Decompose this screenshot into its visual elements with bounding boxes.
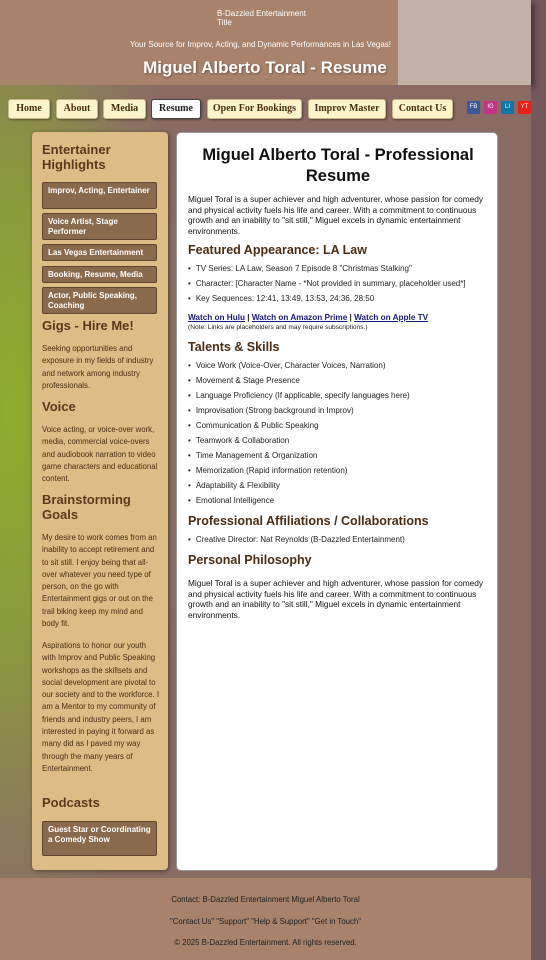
list-item: • Improvisation (Strong background in Improv) (188, 406, 354, 415)
intro-text: Miguel Toral is a super achiever and high adventurer, whose passion for comedy and physical activity fuels his life and career. With a commitment to continuous growth and an inability to "sit still," Miguel excels in dynamic entertainment environments. (188, 194, 484, 236)
link-separator: | (247, 313, 250, 322)
list-item: • Time Management & Organization (188, 451, 317, 460)
page-title: Miguel Alberto Toral - Professional Resume (202, 146, 474, 185)
nav-home[interactable]: Home (8, 99, 50, 119)
voice-text: Voice acting, or voice-over work, media, commercial voice-overs and audiobook narration to video game characters and educational content. (42, 425, 158, 484)
highlight-improv-acting[interactable]: Improv, Acting, Entertainer (42, 182, 157, 209)
list-item: • TV Series: LA Law, Season 7 Episode 8 "Christmas Stalking" (188, 264, 412, 273)
nav-open-for-bookings[interactable]: Open For Bookings (207, 99, 302, 119)
list-item: • Memorization (Rapid information retention) (188, 466, 347, 475)
footer-contact: Contact: B-Dazzled Entertainment Miguel Alberto Toral (171, 895, 360, 904)
linkedin-icon[interactable]: LI (501, 101, 514, 114)
watch-amazon-link[interactable]: Watch on Amazon Prime (251, 313, 348, 322)
list-item: • Voice Work (Voice-Over, Character Voices, Narration) (188, 361, 386, 370)
logo-subtext: Title (217, 18, 232, 27)
footer-links[interactable]: "Contact Us" "Support" "Help & Support" "Get in Touch" (169, 917, 362, 926)
list-item: • Teamwork & Collaboration (188, 436, 289, 445)
list-item: • Key Sequences: 12:41, 13:49, 13:53, 24:36, 28:50 (188, 294, 374, 303)
sidebar (32, 132, 168, 870)
nav-about[interactable]: About (56, 99, 98, 119)
affiliations-heading: Professional Affiliations / Collaborations (188, 514, 429, 528)
list-item: • Creative Director: Nat Reynolds (B-Dazzled Entertainment) (188, 535, 405, 544)
highlight-actor-coaching[interactable]: Actor, Public Speaking, Coaching (42, 287, 157, 314)
gigs-title: Gigs - Hire Me! (42, 318, 134, 333)
podcasts-title: Podcasts (42, 795, 100, 810)
watch-apple-link[interactable]: Watch on Apple TV (354, 313, 429, 322)
featured-heading: Featured Appearance: LA Law (188, 243, 367, 257)
watch-hulu-link[interactable]: Watch on Hulu (188, 313, 246, 322)
highlight-booking[interactable]: Booking, Resume, Media (42, 266, 157, 283)
link-separator: | (349, 313, 352, 322)
nav-resume[interactable]: Resume (151, 99, 201, 119)
list-item: • Communication & Public Speaking (188, 421, 319, 430)
site-footer (0, 878, 531, 960)
voice-title: Voice (42, 399, 76, 414)
philosophy-heading: Personal Philosophy (188, 553, 312, 567)
list-item: • Emotional Intelligence (188, 496, 274, 505)
list-item: • Adaptability & Flexibility (188, 481, 280, 490)
list-item: • Character: [Character Name - *Not provided in summary, placeholder used*] (188, 279, 466, 288)
philosophy-text: Miguel Toral is a super achiever and high adventurer, whose passion for comedy and physical activity fuels his life and career. With a commitment to continuous growth and an inability to "sit still," Miguel excels in dynamic entertainment environments. (188, 578, 484, 620)
sidebar-highlights-title: Entertainer Highlights (42, 142, 111, 172)
gigs-text: Seeking opportunities and exposure in my fields of industry and network among industry professionals. (42, 344, 154, 390)
goals-title: Brainstorming Goals (42, 492, 131, 522)
list-item: • Movement & Stage Presence (188, 376, 300, 385)
header-photo (398, 0, 531, 85)
logo-text: B-Dazzled Entertainment (217, 9, 306, 18)
instagram-icon[interactable]: IG (484, 101, 497, 114)
nav-contact-us[interactable]: Contact Us (392, 99, 453, 119)
watch-links (188, 313, 428, 322)
list-item: • Language Proficiency (If applicable, specify languages here) (188, 391, 410, 400)
site-tagline: Your Source for Improv, Acting, and Dynamic Performances in Las Vegas! (130, 40, 392, 49)
nav-media[interactable]: Media (103, 99, 146, 119)
goals-text-1: My desire to work comes from an inability to accept retirement and to sit still. I enjoy being that all-over whatever you need type of person, on the go with Entertainment gigs or out on the trail biking keep my mind and body fit. (42, 533, 157, 629)
main-content (176, 132, 498, 871)
goals-text-2: Aspirations to honor our youth with Improv and Public Speaking workshops as the skillsets and social development are pivotal to our society and to the workforce. I am a Mentor to my community of friends and industry peers, I am interested in paying it forward as many did as I paved my way through the many years of Entertainment. (42, 641, 160, 773)
site-title: Miguel Alberto Toral - Resume (143, 58, 387, 77)
facebook-icon[interactable]: FB (467, 101, 480, 114)
podcast-button[interactable]: Guest Star or Coordinating a Comedy Show (42, 821, 157, 856)
footer-copyright: © 2025 B-Dazzled Entertainment. All rights reserved. (174, 938, 357, 947)
highlight-las-vegas[interactable]: Las Vegas Entertainment (42, 244, 157, 261)
site-header (0, 0, 531, 85)
links-note: (Note: Links are placeholders and may require subscriptions.) (188, 324, 368, 331)
nav-improv-master[interactable]: Improv Master (308, 99, 386, 119)
talents-heading: Talents & Skills (188, 340, 280, 354)
highlight-voice-artist[interactable]: Voice Artist, Stage Performer (42, 213, 157, 240)
youtube-icon[interactable]: YT (518, 101, 531, 114)
